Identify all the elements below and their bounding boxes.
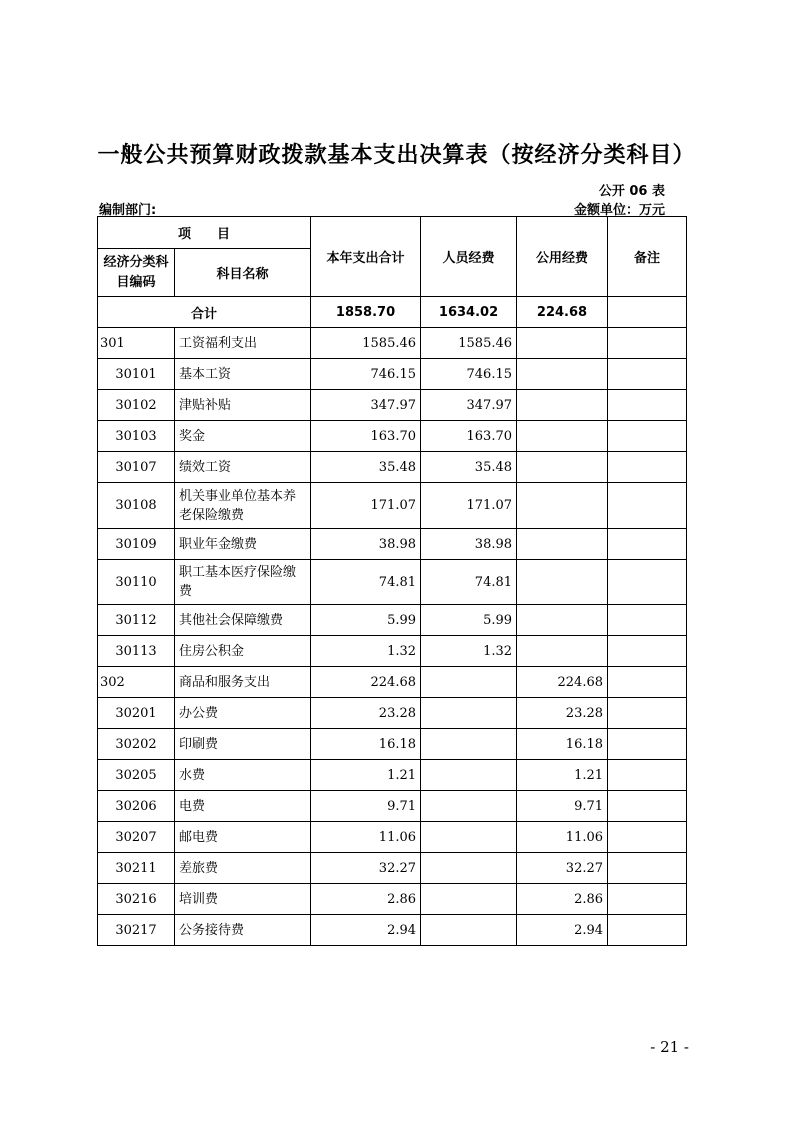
name-cell: 机关事业单位基本养老保险缴费 (175, 483, 311, 529)
name-cell: 其他社会保障缴费 (175, 605, 311, 636)
name-cell: 职业年金缴费 (175, 529, 311, 560)
name-cell: 商品和服务支出 (175, 667, 311, 698)
form-number: 公开 06 表 (598, 184, 665, 199)
code-cell: 30217 (98, 915, 175, 946)
code-cell: 302 (98, 667, 175, 698)
total-cell: 35.48 (311, 452, 421, 483)
total-label: 合计 (98, 297, 311, 328)
page-title: 一般公共预算财政拨款基本支出决算表（按经济分类科目） (97, 143, 696, 168)
public-cell: 2.86 (517, 884, 608, 915)
unit-label: 金额单位：万元 (573, 203, 665, 218)
total-note (608, 297, 687, 328)
total-personnel: 1634.02 (421, 297, 517, 328)
header-item: 项 目 (98, 217, 311, 249)
table-row (98, 915, 687, 946)
name-cell: 差旅费 (175, 853, 311, 884)
code-cell: 30107 (98, 452, 175, 483)
total-cell: 11.06 (311, 822, 421, 853)
name-cell: 办公费 (175, 698, 311, 729)
header-personnel: 人员经费 (421, 217, 517, 297)
table-row (98, 560, 687, 605)
note-cell (608, 667, 687, 698)
name-cell: 基本工资 (175, 359, 311, 390)
code-cell: 30102 (98, 390, 175, 421)
name-cell: 邮电费 (175, 822, 311, 853)
table-row (98, 328, 687, 359)
name-cell: 职工基本医疗保险缴费 (175, 560, 311, 605)
code-cell: 30206 (98, 791, 175, 822)
table-row (98, 698, 687, 729)
table-row (98, 452, 687, 483)
note-cell (608, 729, 687, 760)
note-cell (608, 884, 687, 915)
code-cell: 30108 (98, 483, 175, 529)
code-cell: 30216 (98, 884, 175, 915)
personnel-cell: 746.15 (421, 359, 517, 390)
personnel-cell (421, 915, 517, 946)
name-cell: 绩效工资 (175, 452, 311, 483)
name-cell: 印刷费 (175, 729, 311, 760)
code-cell: 30207 (98, 822, 175, 853)
public-cell (517, 636, 608, 667)
note-cell (608, 529, 687, 560)
personnel-cell: 163.70 (421, 421, 517, 452)
note-cell (608, 390, 687, 421)
personnel-cell (421, 822, 517, 853)
total-public: 224.68 (517, 297, 608, 328)
table-row (98, 760, 687, 791)
budget-table (97, 216, 687, 946)
total-amount: 1858.70 (311, 297, 421, 328)
code-cell: 30109 (98, 529, 175, 560)
public-cell (517, 605, 608, 636)
code-cell: 30112 (98, 605, 175, 636)
note-cell (608, 698, 687, 729)
public-cell (517, 421, 608, 452)
name-cell: 水费 (175, 760, 311, 791)
total-cell: 1.32 (311, 636, 421, 667)
total-cell: 1585.46 (311, 328, 421, 359)
code-cell: 30103 (98, 421, 175, 452)
header-total: 本年支出合计 (311, 217, 421, 297)
total-cell: 5.99 (311, 605, 421, 636)
personnel-cell (421, 884, 517, 915)
note-cell (608, 421, 687, 452)
total-cell: 2.86 (311, 884, 421, 915)
total-cell: 16.18 (311, 729, 421, 760)
total-cell: 32.27 (311, 853, 421, 884)
code-cell: 30201 (98, 698, 175, 729)
public-cell (517, 529, 608, 560)
header-code: 经济分类科目编码 (98, 249, 175, 297)
table-row (98, 605, 687, 636)
personnel-cell: 1585.46 (421, 328, 517, 359)
code-cell: 30110 (98, 560, 175, 605)
table-body (98, 297, 687, 946)
public-cell: 1.21 (517, 760, 608, 791)
table-header (98, 217, 687, 297)
total-cell: 347.97 (311, 390, 421, 421)
public-cell (517, 560, 608, 605)
total-cell: 74.81 (311, 560, 421, 605)
personnel-cell: 74.81 (421, 560, 517, 605)
note-cell (608, 328, 687, 359)
public-cell: 32.27 (517, 853, 608, 884)
personnel-cell: 38.98 (421, 529, 517, 560)
personnel-cell (421, 729, 517, 760)
code-cell: 30211 (98, 853, 175, 884)
total-cell: 163.70 (311, 421, 421, 452)
public-cell: 2.94 (517, 915, 608, 946)
table-row (98, 884, 687, 915)
department-label: 编制部门: (99, 203, 157, 218)
name-cell: 奖金 (175, 421, 311, 452)
name-cell: 工资福利支出 (175, 328, 311, 359)
header-public: 公用经费 (517, 217, 608, 297)
note-cell (608, 636, 687, 667)
name-cell: 电费 (175, 791, 311, 822)
note-cell (608, 760, 687, 791)
public-cell: 16.18 (517, 729, 608, 760)
personnel-cell: 5.99 (421, 605, 517, 636)
personnel-cell: 347.97 (421, 390, 517, 421)
note-cell (608, 359, 687, 390)
total-cell: 23.28 (311, 698, 421, 729)
code-cell: 30101 (98, 359, 175, 390)
table-row (98, 853, 687, 884)
personnel-cell (421, 853, 517, 884)
table-row (98, 729, 687, 760)
total-cell: 224.68 (311, 667, 421, 698)
personnel-cell (421, 791, 517, 822)
public-cell (517, 328, 608, 359)
name-cell: 住房公积金 (175, 636, 311, 667)
code-cell: 30113 (98, 636, 175, 667)
personnel-cell (421, 667, 517, 698)
note-cell (608, 483, 687, 529)
name-cell: 培训费 (175, 884, 311, 915)
table-row (98, 667, 687, 698)
personnel-cell (421, 760, 517, 791)
note-cell (608, 452, 687, 483)
note-cell (608, 915, 687, 946)
code-cell: 30205 (98, 760, 175, 791)
table-row (98, 529, 687, 560)
total-cell: 9.71 (311, 791, 421, 822)
note-cell (608, 605, 687, 636)
table-row (98, 390, 687, 421)
header-name: 科目名称 (175, 249, 311, 297)
table-row (98, 791, 687, 822)
table-row (98, 359, 687, 390)
total-cell: 2.94 (311, 915, 421, 946)
personnel-cell: 171.07 (421, 483, 517, 529)
total-row (98, 297, 687, 328)
public-cell (517, 390, 608, 421)
note-cell (608, 822, 687, 853)
note-cell (608, 560, 687, 605)
table-row (98, 636, 687, 667)
public-cell: 11.06 (517, 822, 608, 853)
personnel-cell: 35.48 (421, 452, 517, 483)
personnel-cell (421, 698, 517, 729)
public-cell (517, 483, 608, 529)
name-cell: 津贴补贴 (175, 390, 311, 421)
total-cell: 1.21 (311, 760, 421, 791)
note-cell (608, 853, 687, 884)
note-cell (608, 791, 687, 822)
total-cell: 171.07 (311, 483, 421, 529)
personnel-cell: 1.32 (421, 636, 517, 667)
header-note: 备注 (608, 217, 687, 297)
table-row (98, 822, 687, 853)
public-cell: 224.68 (517, 667, 608, 698)
code-cell: 301 (98, 328, 175, 359)
public-cell (517, 359, 608, 390)
table-row (98, 421, 687, 452)
total-cell: 38.98 (311, 529, 421, 560)
public-cell: 23.28 (517, 698, 608, 729)
total-cell: 746.15 (311, 359, 421, 390)
table-row (98, 483, 687, 529)
page-number: - 21 - (650, 1038, 689, 1056)
public-cell (517, 452, 608, 483)
code-cell: 30202 (98, 729, 175, 760)
public-cell: 9.71 (517, 791, 608, 822)
name-cell: 公务接待费 (175, 915, 311, 946)
